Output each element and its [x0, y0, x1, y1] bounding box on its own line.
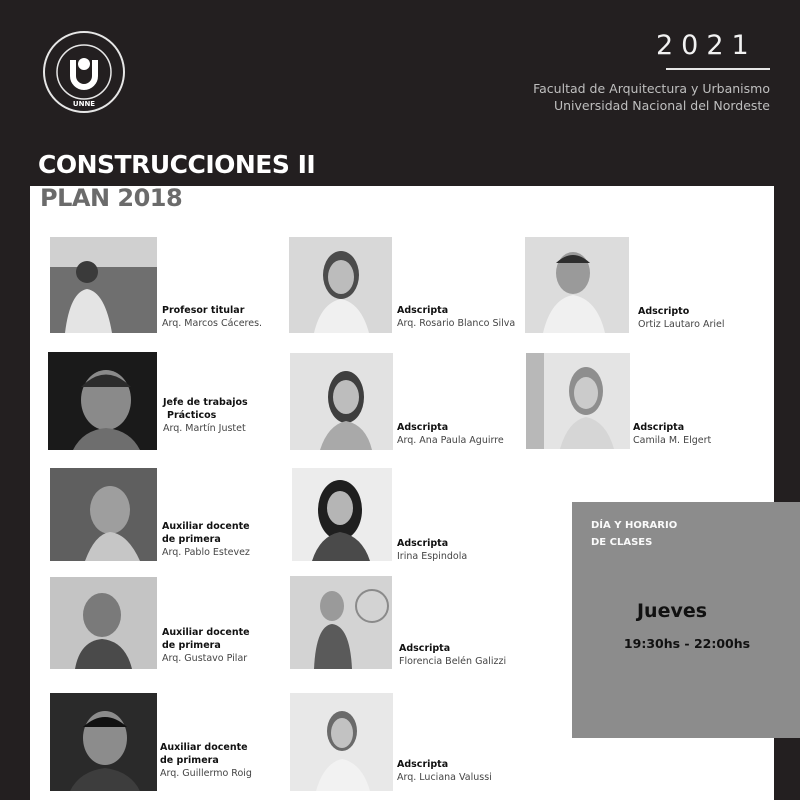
university-name: Universidad Nacional del Nordeste [553, 98, 770, 113]
course-title: CONSTRUCCIONES II [38, 150, 316, 179]
photo-ana-paula-aguirre [290, 353, 393, 450]
caption-camila-elgert: Adscripta Camila M. Elgert [633, 422, 712, 446]
photo-pablo-estevez [50, 468, 157, 561]
year-label: 2021 [656, 30, 757, 61]
caption-florencia-belen-galizzi: Adscripta Florencia Belén Galizzi [399, 643, 507, 667]
unne-logo [42, 30, 126, 114]
schedule-time: 19:30hs - 22:00hs [623, 636, 751, 651]
photo-irina-espindola [292, 468, 392, 561]
photo-marcos-caceres [50, 237, 157, 333]
caption-lautaro-ortiz: Adscripto Ortiz Lautaro Ariel [638, 306, 725, 330]
photo-florencia-belen-galizzi [290, 576, 392, 669]
schedule-day: Jueves [636, 600, 708, 622]
photo-luciana-valussi [290, 693, 393, 791]
photo-guillermo-roig [50, 693, 157, 791]
photo-rosario-blanco-silva [289, 237, 392, 333]
caption-pablo-estevez: Auxiliar docente de primera Arq. Pablo Estevez [162, 521, 250, 558]
plan-label: PLAN 2018 [40, 184, 183, 212]
photo-martin-justet [48, 352, 157, 450]
caption-luciana-valussi: Adscripta Arq. Luciana Valussi [397, 759, 492, 783]
photo-camila-elgert [526, 353, 630, 449]
caption-gustavo-pilar: Auxiliar docente de primera Arq. Gustavo Pilar [162, 627, 250, 664]
photo-gustavo-pilar [50, 577, 157, 669]
faculty-name: Facultad de Arquitectura y Urbanismo [533, 81, 770, 96]
caption-ana-paula-aguirre: Adscripta Arq. Ana Paula Aguirre [397, 422, 504, 446]
schedule-label: DÍA Y HORARIO DE CLASES [591, 520, 678, 548]
caption-rosario-blanco-silva: Adscripta Arq. Rosario Blanco Silva [397, 305, 516, 329]
caption-guillermo-roig: Auxiliar docente de primera Arq. Guillermo Roig [160, 742, 252, 779]
caption-marcos-caceres: Profesor titular Arq. Marcos Cáceres. [162, 305, 263, 329]
caption-martin-justet: Jefe de trabajos Prácticos Arq. Martín Justet [163, 397, 248, 434]
caption-irina-espindola: Adscripta Irina Espindola [397, 538, 468, 562]
svg-text:UNNE: UNNE [72, 100, 96, 108]
photo-lautaro-ortiz [525, 237, 629, 333]
year-divider [666, 68, 770, 70]
